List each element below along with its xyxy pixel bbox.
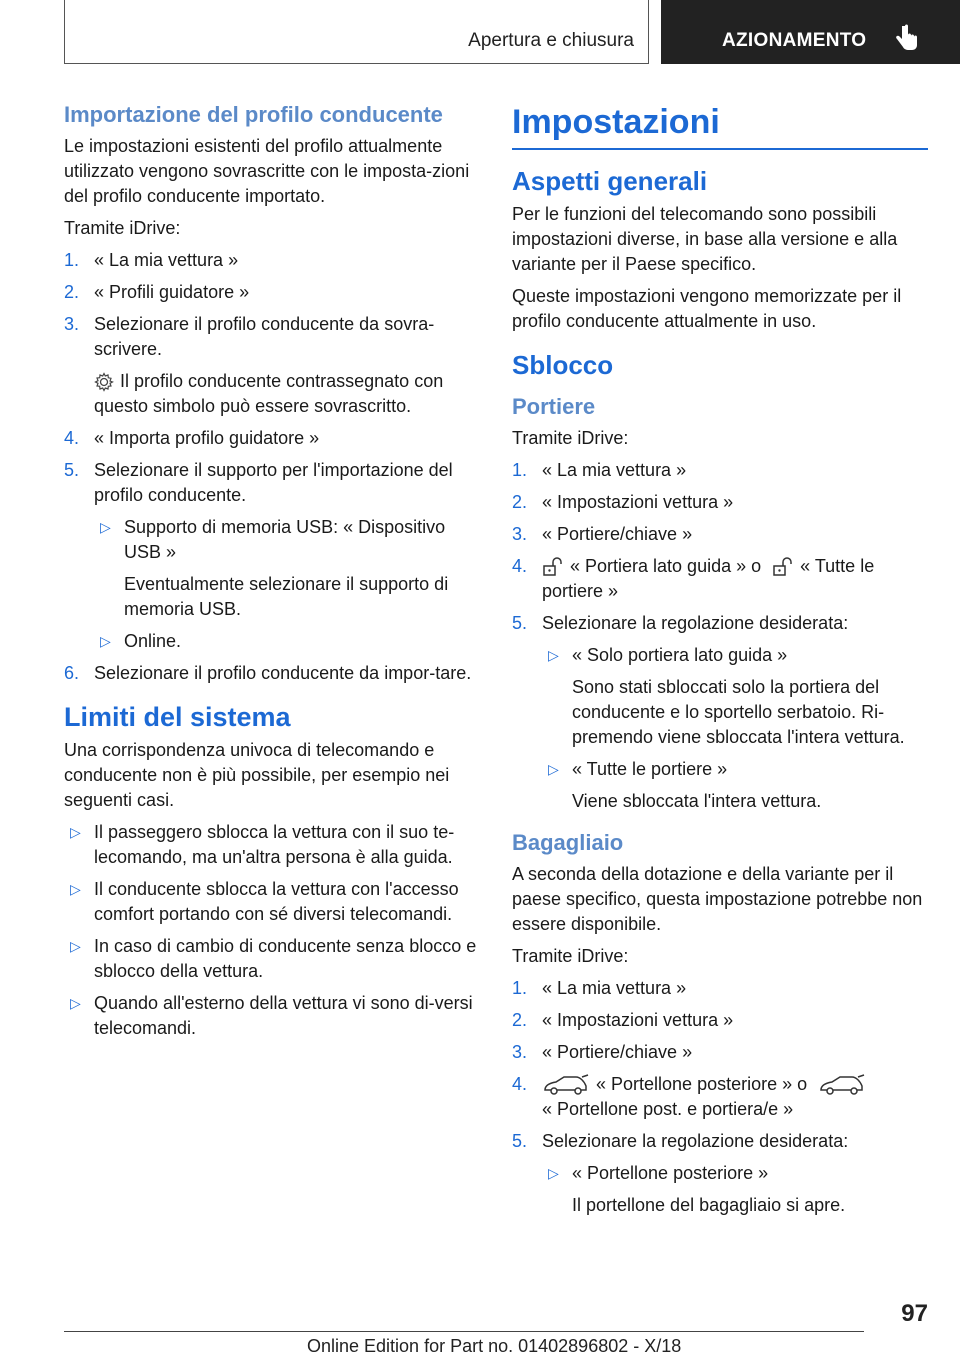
step-number: 4. xyxy=(64,428,80,448)
step-number: 2. xyxy=(512,1010,528,1030)
sub-item-note: Viene sbloccata l'intera vettura. xyxy=(572,791,822,811)
sub-item xyxy=(542,1161,928,1186)
list-item xyxy=(512,1129,928,1154)
list-item xyxy=(64,280,480,305)
limit-text: Il conducente sblocca la vettura con l'accesso comfort portando con sé diversi telecomandi. xyxy=(94,879,459,924)
settings-heading: Impostazioni xyxy=(512,100,928,150)
step-number: 3. xyxy=(512,524,528,544)
step-text: « Portellone posteriore » o xyxy=(596,1074,808,1094)
door-steps xyxy=(512,458,928,814)
step-text: Selezionare la regolazione desiderata: xyxy=(542,613,849,633)
sub-item xyxy=(542,643,928,668)
step-text: Selezionare la regolazione desiderata: xyxy=(542,1131,849,1151)
sub-item-text: Online. xyxy=(124,631,182,651)
limits-paragraph: Una corrispondenza univoca di telecomando e conducente non è più possibile, per esempio nei seguenti casi. xyxy=(64,740,450,810)
import-steps xyxy=(64,248,480,686)
limit-item xyxy=(64,934,480,984)
list-item xyxy=(64,312,480,362)
step-number: 2. xyxy=(64,282,80,302)
sub-item-text: Supporto di memoria USB: « Dispositivo USB » xyxy=(124,517,446,562)
step-text: Selezionare il supporto per l'importazione del profilo conducente. xyxy=(94,460,453,505)
list-item xyxy=(512,490,928,515)
footer-edition: Online Edition for Part no. 01402896802 - X/18 xyxy=(307,1336,682,1356)
list-item xyxy=(512,554,928,604)
step-number: 1. xyxy=(64,250,80,270)
step-text: Selezionare il profilo conducente da sovra-scrivere. xyxy=(94,314,435,359)
trunk-heading: Bagagliaio xyxy=(512,830,624,855)
sub-item xyxy=(94,515,480,565)
import-paragraph: Le impostazioni esistenti del profilo attualmente utilizzato vengono sovrascritte con le imposta-zioni del profilo conducente importato. xyxy=(64,136,470,206)
page-number: 97 xyxy=(901,1300,928,1327)
limit-item xyxy=(64,991,480,1041)
step-text: « La mia vettura » xyxy=(94,250,239,270)
step-number: 3. xyxy=(64,314,80,334)
triangle-bullet-icon: ▷ xyxy=(548,761,559,777)
step-text: « Profili guidatore » xyxy=(94,282,250,302)
gear-icon xyxy=(94,372,114,392)
sub-item-note: Il portellone del bagagliaio si apre. xyxy=(572,1195,846,1215)
limit-text: Il passeggero sblocca la vettura con il suo te-lecomando, ma un'altra persona è alla guida. xyxy=(94,822,455,867)
trunk-steps xyxy=(512,976,928,1218)
right-column xyxy=(512,100,928,1225)
step-number: 2. xyxy=(512,492,528,512)
triangle-bullet-icon: ▷ xyxy=(70,938,81,954)
list-item xyxy=(512,1008,928,1033)
triangle-bullet-icon: ▷ xyxy=(70,881,81,897)
step-number: 1. xyxy=(512,978,528,998)
sub-item-note: Eventualmente selezionare il supporto di memoria USB. xyxy=(124,574,449,619)
step-text: « Portellone post. e portiera/e » xyxy=(542,1099,794,1119)
step-text: « Portiere/chiave » xyxy=(542,1042,693,1062)
limits-heading: Limiti del sistema xyxy=(64,702,291,732)
list-item xyxy=(512,1040,928,1065)
hand-pointer-icon xyxy=(893,24,919,54)
general-heading: Aspetti generali xyxy=(512,166,708,196)
general-paragraph-1: Per le funzioni del telecomando sono possibili impostazioni diverse, in base alla versione e alla variante per il Paese specifico. xyxy=(512,204,898,274)
header-section-title: Apertura e chiusura xyxy=(468,30,634,51)
step-text: Selezionare il profilo conducente da impor-tare. xyxy=(94,663,472,683)
list-item xyxy=(512,611,928,636)
limit-text: Quando all'esterno della vettura vi sono di-versi telecomandi. xyxy=(94,993,473,1038)
triangle-bullet-icon: ▷ xyxy=(100,519,111,535)
triangle-bullet-icon: ▷ xyxy=(548,647,559,663)
triangle-bullet-icon: ▷ xyxy=(548,1165,559,1181)
gear-note xyxy=(64,369,480,419)
step-text: « Portiera lato guida » o xyxy=(570,556,762,576)
list-item xyxy=(64,661,480,686)
sub-item xyxy=(542,757,928,782)
limit-item xyxy=(64,877,480,927)
step-number: 4. xyxy=(512,1074,528,1094)
triangle-bullet-icon: ▷ xyxy=(70,824,81,840)
idrive-label: Tramite iDrive: xyxy=(512,428,629,448)
sub-item-text: « Portellone posteriore » xyxy=(572,1163,769,1183)
sub-item-text: « Solo portiera lato guida » xyxy=(572,645,788,665)
general-paragraph-2: Queste impostazioni vengono memorizzate per il profilo conducente attualmente in uso. xyxy=(512,286,902,331)
unlock-heading: Sblocco xyxy=(512,350,614,380)
list-item xyxy=(512,458,928,483)
sub-item-note: Sono stati sbloccati solo la portiera del conducente e lo sportello serbatoio. Ri-premendo viene sbloccata l'intera vettura. xyxy=(572,677,905,747)
doors-heading: Portiere xyxy=(512,394,596,419)
step-number: 6. xyxy=(64,663,80,683)
sub-item xyxy=(94,629,480,654)
list-item xyxy=(512,976,928,1001)
idrive-label: Tramite iDrive: xyxy=(512,946,629,966)
step-number: 1. xyxy=(512,460,528,480)
step-number: 5. xyxy=(512,613,528,633)
left-column xyxy=(64,100,480,1048)
list-item xyxy=(64,426,480,451)
triangle-bullet-icon: ▷ xyxy=(70,995,81,1011)
step-number: 5. xyxy=(64,460,80,480)
header-chapter-label: AZIONAMENTO xyxy=(722,30,867,51)
unlock-icon xyxy=(772,557,794,577)
step-text: « Impostazioni vettura » xyxy=(542,492,734,512)
step-text: « Portiere/chiave » xyxy=(542,524,693,544)
step-text: « La mia vettura » xyxy=(542,978,687,998)
step-number: 4. xyxy=(512,556,528,576)
step-number: 3. xyxy=(512,1042,528,1062)
gear-note-text: Il profilo conducente contrassegnato con questo simbolo può essere sovrascritto. xyxy=(94,371,444,416)
list-item xyxy=(64,248,480,273)
unlock-icon xyxy=(542,557,564,577)
import-heading: Importazione del profilo conducente xyxy=(64,102,443,127)
list-item xyxy=(512,522,928,547)
trunk-paragraph: A seconda della dotazione e della variante per il paese specifico, questa impostazione potrebbe non essere disponibile. xyxy=(512,864,923,934)
step-text: « La mia vettura » xyxy=(542,460,687,480)
step-number: 5. xyxy=(512,1131,528,1151)
step-text: « Tutte le portiere » xyxy=(542,556,875,601)
step-text: « Impostazioni vettura » xyxy=(542,1010,734,1030)
step-text: « Importa profilo guidatore » xyxy=(94,428,320,448)
limit-text: In caso di cambio di conducente senza blocco e sblocco della vettura. xyxy=(94,936,477,981)
list-item xyxy=(64,458,480,508)
list-item xyxy=(512,1072,928,1122)
idrive-label: Tramite iDrive: xyxy=(64,218,181,238)
car-trunk-icon xyxy=(818,1074,866,1096)
car-trunk-icon xyxy=(542,1074,590,1096)
limit-item xyxy=(64,820,480,870)
footer-divider xyxy=(64,1331,864,1332)
sub-item-text: « Tutte le portiere » xyxy=(572,759,728,779)
triangle-bullet-icon: ▷ xyxy=(100,633,111,649)
